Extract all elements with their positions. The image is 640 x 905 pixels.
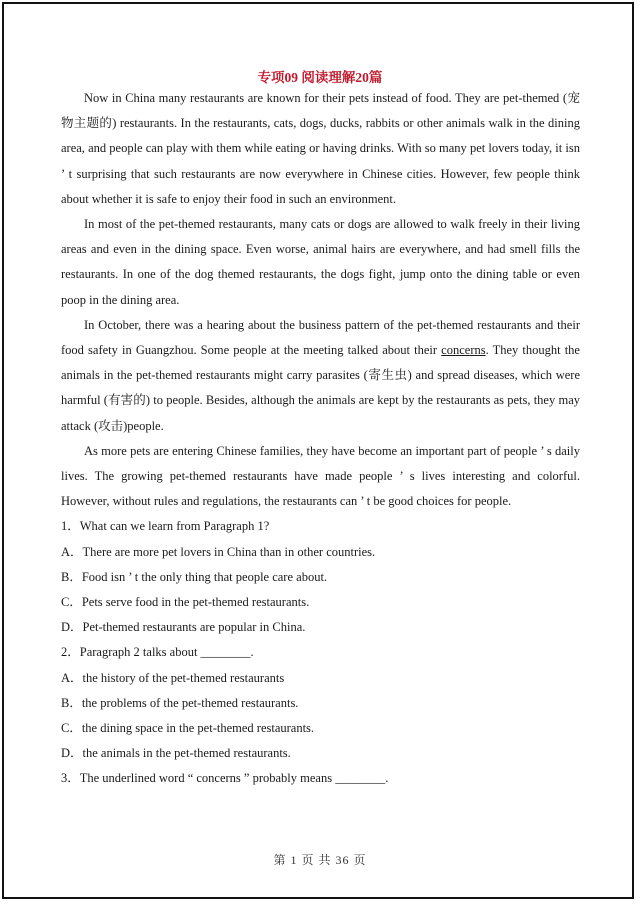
question-2-stem: 2．Paragraph 2 talks about ________. bbox=[61, 645, 254, 660]
passage-paragraph-3 bbox=[61, 313, 580, 439]
passage-paragraph-4: As more pets are entering Chinese families, they have become an important part of people ’ s daily lives. The growing pet-themed restaurants have made people ’ s lives interesting and colorful. However, without rules and regulations, the restaurants can ’ t be good choices for people. bbox=[61, 443, 580, 509]
page-number-footer: 第 1 页 共 36 页 bbox=[273, 853, 367, 867]
page-title: 专项09 阅读理解20篇 bbox=[257, 70, 383, 85]
question-1-stem: 1．What can we learn from Paragraph 1? bbox=[61, 519, 270, 534]
question-1-option-c: C．Pets serve food in the pet-themed restaurants. bbox=[61, 595, 310, 610]
question-1-option-d: D．Pet-themed restaurants are popular in China. bbox=[61, 620, 306, 635]
paragraph-3-text-before: In October, there was a hearing about the business pattern of the pet-themed restaurants and their food safety in Guangzhou. Some people at the meeting talked about their bbox=[61, 317, 580, 358]
passage-paragraph-1: Now in China many restaurants are known for their pets instead of food. They are pet-themed (宠物主题的) restaurants. In the restaurants, cats, dogs, ducks, rabbits or other animals walk in the dining area, and people can play with them while eating or having drinks. With so many pet lovers today, it isn ’ t surprising that such restaurants are now everywhere in Chinese cities. However, few people think about whether it is safe to enjoy their food in such an environment. bbox=[61, 91, 580, 206]
paragraph-3-text-after: . They thought the animals in the pet-themed restaurants might carry parasites (寄生虫) and spread diseases, which were harmful (有害的) to people. Besides, although the animals are kept by the restaurants as pets, they may attack (攻击)people. bbox=[61, 343, 580, 433]
question-2-option-a: A．the history of the pet-themed restaurants bbox=[61, 670, 285, 685]
question-1-option-b: B．Food isn ’ t the only thing that people care about. bbox=[61, 569, 328, 584]
question-3-stem: 3．The underlined word “ concerns ” probably means ________. bbox=[61, 771, 389, 786]
document-body bbox=[61, 86, 580, 792]
underlined-word-concerns: concerns bbox=[441, 343, 486, 358]
question-2-option-d: D．the animals in the pet-themed restaurants. bbox=[61, 746, 291, 761]
question-2-option-c: C．the dining space in the pet-themed restaurants. bbox=[61, 721, 315, 736]
passage-paragraph-2: In most of the pet-themed restaurants, many cats or dogs are allowed to walk freely in their living areas and even in the dining space. Even worse, animal hairs are everywhere, and had smell fills the restaurants. In one of the dog themed restaurants, the dogs fight, jump onto the dining table or even poop in the dining area. bbox=[61, 217, 580, 307]
question-2-option-b: B．the problems of the pet-themed restaurants. bbox=[61, 695, 299, 710]
question-1-option-a: A．There are more pet lovers in China than in other countries. bbox=[61, 544, 376, 559]
